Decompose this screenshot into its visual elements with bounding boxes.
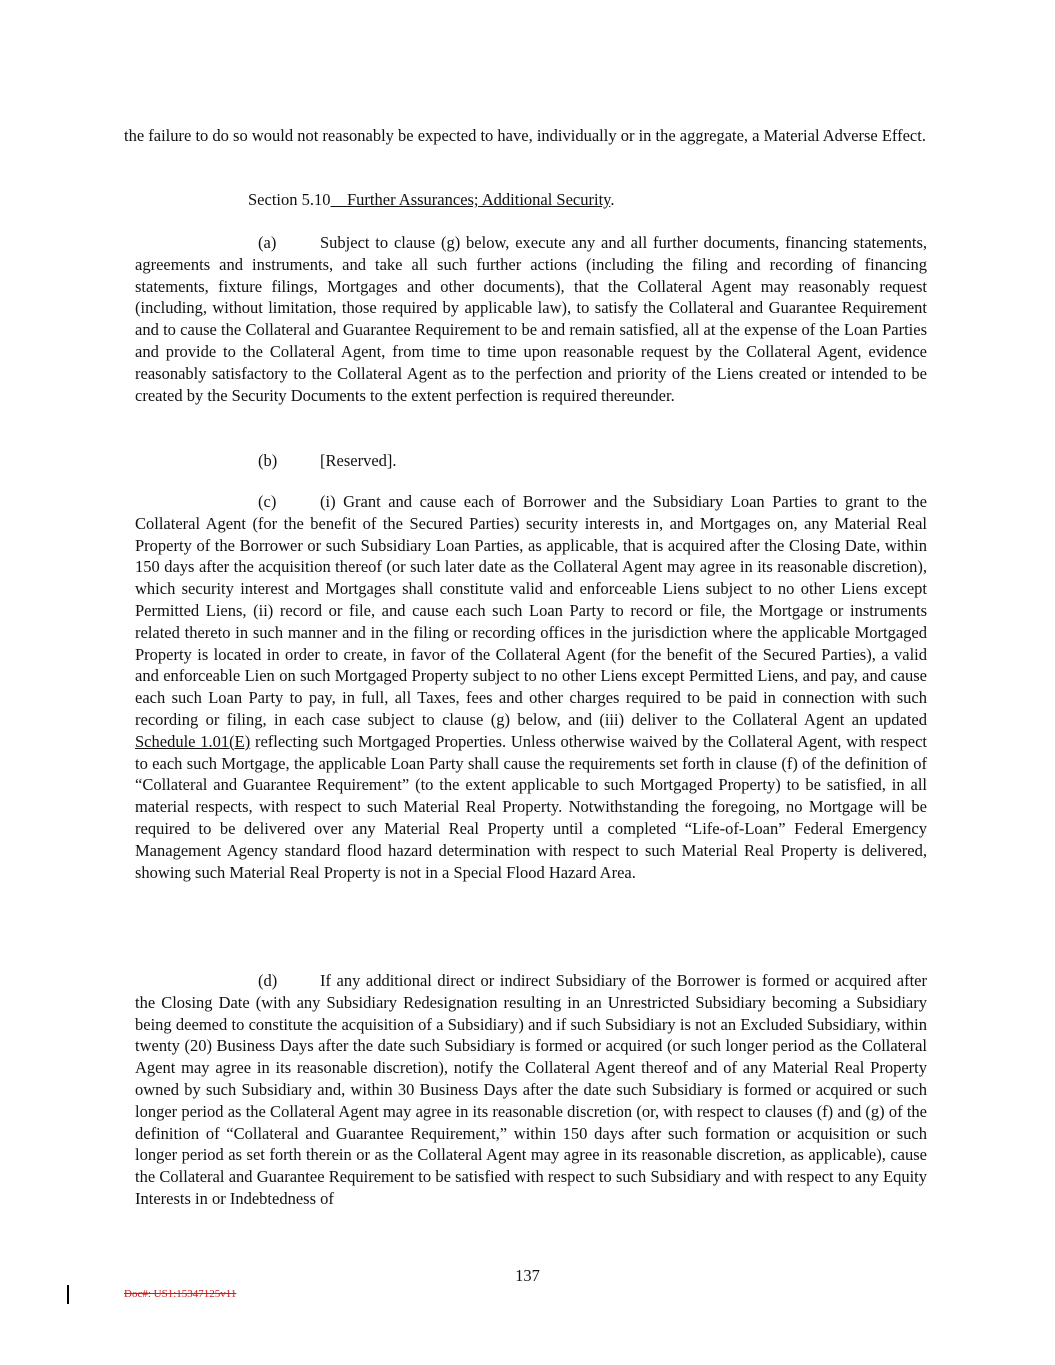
section-number: Section 5.10 <box>248 190 331 209</box>
paragraph-a-text: Subject to clause (g) below, execute any and all further documents, financing statements, agreements and instruments, and take all such further actions (including the filing and recording of financing statements, fixture filings, Mortgages and other documents), that the Collateral Agent may reasonably request (including, without limitation, those required by applicable law), to satisfy the Collateral and Guarantee Requirement and to cause the Collateral and Guarantee Requirement to be and remain satisfied, all at the expense of the Loan Parties and provide to the Collateral Agent, from time to time upon reasonable request by the Collateral Agent, evidence reasonably satisfactory to the Collateral Agent as to the perfection and priority of the Liens created or intended to be created by the Security Documents to the extent perfection is required thereunder. <box>135 233 927 405</box>
paragraph-a <box>135 232 927 406</box>
schedule-reference: Schedule 1.01(E) <box>135 731 251 751</box>
paragraph-d-marker: (d) <box>258 971 278 990</box>
paragraph-c <box>135 491 927 883</box>
paragraph-d-text: If any additional direct or indirect Subsidiary of the Borrower is formed or acquired after the Closing Date (with any Subsidiary Redesignation resulting in an Unrestricted Subsidiary becoming a Subsidiary being deemed to constitute the acquisition of a Subsidiary) and if such Subsidiary is not an Excluded Subsidiary, within twenty (20) Business Days after the date such Subsidiary is formed or acquired (or such longer period as the Collateral Agent may agree in its reasonable discretion), notify the Collateral Agent thereof and of any Material Real Property owned by such Subsidiary and, within 30 Business Days after the date such Subsidiary is formed or acquired or such longer period as the Collateral Agent may agree in its reasonable discretion (or, with respect to clauses (f) and (g) of the definition of “Collateral and Guarantee Requirement,” within 150 days after such formation or acquisition or such longer period as set forth therein or as the Collateral Agent may agree in its reasonable discretion, as applicable), cause the Collateral and Guarantee Requirement to be satisfied with respect to such Subsidiary and with respect to any Equity Interests in or Indebtedness of <box>135 971 927 1208</box>
paragraph-b <box>135 450 927 472</box>
paragraph-d <box>135 970 927 1210</box>
paragraph-c-text-after: reflecting such Mortgaged Properties. Unless otherwise waived by the Collateral Agent, with respect to each such Mortgage, the applicable Loan Party shall cause the requirements set forth in clause (f) of the definition of “Collateral and Guarantee Requirement” (to the extent applicable to such Mortgaged Property) to be satisfied, in all material respects, with respect to such Material Real Property. Notwithstanding the foregoing, no Mortgage will be required to be delivered over any Material Real Property until a completed “Life-of-Loan” Federal Emergency Management Agency standard flood hazard determination with respect to such Material Real Property is delivered, showing such Material Real Property is not in a Special Flood Hazard Area. <box>135 731 927 882</box>
continuation-paragraph: the failure to do so would not reasonably be expected to have, individually or in the aggregate, a Material Adverse Effect. <box>124 126 926 145</box>
section-title: Further Assurances; Additional Security <box>347 190 611 209</box>
paragraph-a-marker: (a) <box>258 233 277 252</box>
page-number: 137 <box>515 1266 540 1285</box>
paragraph-c-marker: (c) <box>258 492 277 511</box>
section-heading <box>248 189 848 211</box>
document-id: Doc#: US1:15347125v11 <box>124 1288 237 1300</box>
paragraph-c-text-before: (i) Grant and cause each of Borrower and the Subsidiary Loan Parties to grant to the Collateral Agent (for the benefit of the Secured Parties) security interests in, and Mortgages on, any Material Real Property of the Borrower or such Subsidiary Loan Parties, as applicable, that is acquired after the Closing Date, within 150 days after the acquisition thereof (or such later date as the Collateral Agent may agree in its reasonable discretion), which security interest and Mortgages shall constitute valid and enforceable Liens subject to no other Liens except Permitted Liens, (ii) record or file, and cause each such Loan Party to record or file, the Mortgage or instruments related thereto in such manner and in the filing or recording offices in the jurisdiction where the applicable Mortgaged Property is located in order to create, in favor of the Collateral Agent (for the benefit of the Secured Parties), a valid and enforceable Lien on such Mortgaged Property subject to no other Liens except Permitted Liens, and pay, and cause each such Loan Party to pay, in full, all Taxes, fees and other charges required to be paid in connection with such recording or filing, in each case subject to clause (g) below, and (iii) deliver to the Collateral Agent an updated <box>135 492 927 729</box>
paragraph-b-marker: (b) <box>258 451 278 470</box>
section-trailing: . <box>610 190 615 209</box>
paragraph-b-text: [Reserved]. <box>320 451 397 470</box>
change-bar <box>67 1285 69 1304</box>
